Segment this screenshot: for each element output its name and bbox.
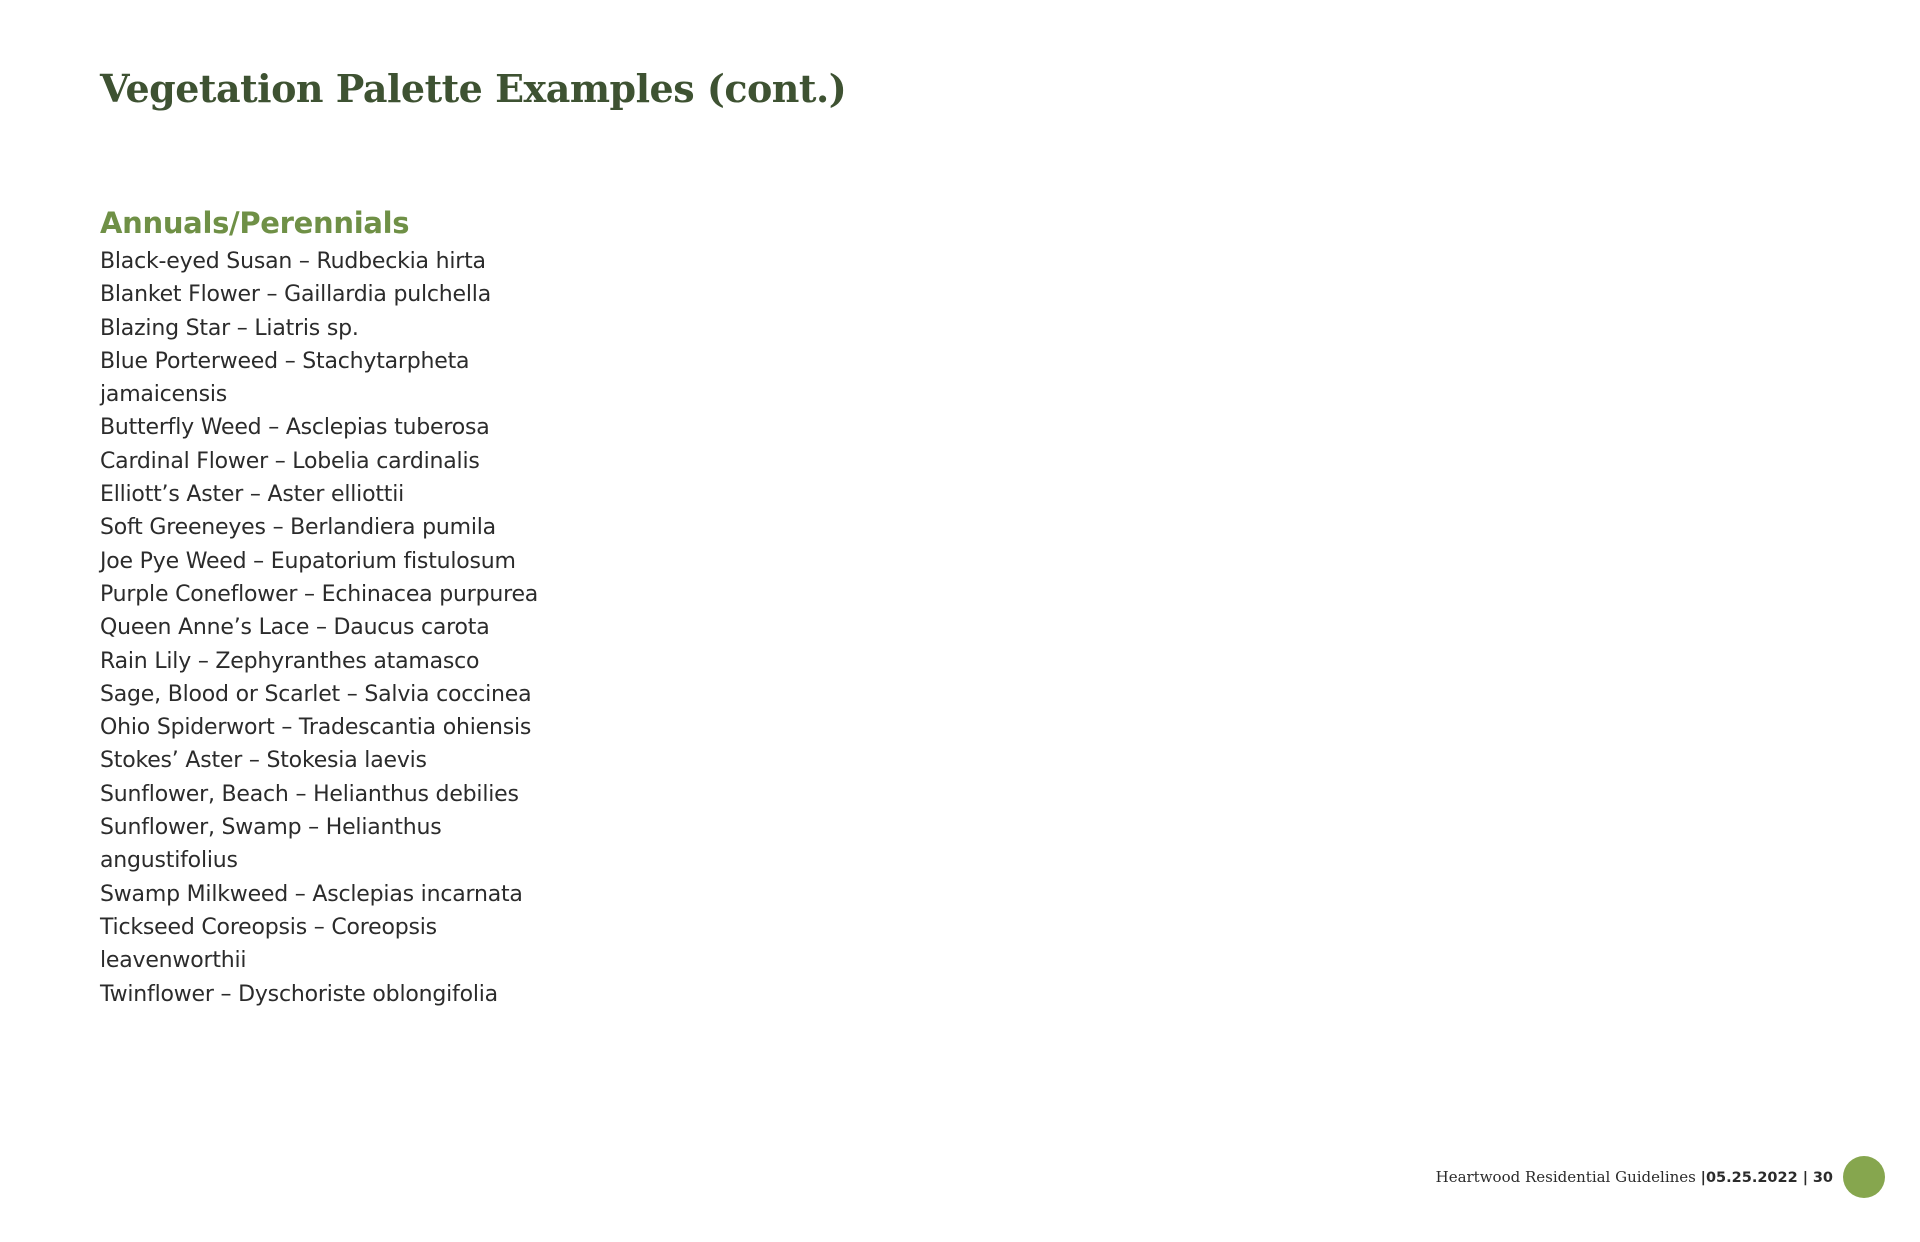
section-heading: Annuals/Perennials [100, 206, 410, 240]
list-item: Sage, Blood or Scarlet – Salvia coccinea [100, 681, 532, 707]
list-item: Joe Pye Weed – Eupatorium fistulosum [100, 548, 516, 574]
list-item: Ohio Spiderwort – Tradescantia ohiensis [100, 715, 532, 741]
page-title: Vegetation Palette Examples (cont.) [100, 66, 847, 111]
footer-text [1436, 1168, 1833, 1186]
list-item: Sunflower, Beach – Helianthus debilies [100, 781, 519, 807]
list-item: Sunflower, Swamp – Helianthus angustifolius [100, 815, 442, 874]
list-item: Swamp Milkweed – Asclepias incarnata [100, 881, 523, 907]
list-item: Blanket Flower – Gaillardia pulchella [100, 282, 491, 308]
list-item: Soft Greeneyes – Berlandiera pumila [100, 515, 496, 541]
list-item: Purple Coneflower – Echinacea purpurea [100, 581, 539, 607]
list-item: Black-eyed Susan – Rudbeckia hirta [100, 249, 486, 274]
list-item: Queen Anne’s Lace – Daucus carota [100, 615, 490, 641]
list-item: Blue Porterweed – Stachytarpheta jamaicensis [100, 348, 470, 408]
list-item: Twinflower – Dyschoriste oblongifolia [100, 981, 498, 1007]
list-item: Elliott’s Aster – Aster elliottii [100, 482, 405, 508]
list-item: Tickseed Coreopsis – Coreopsis leavenworthii [100, 914, 437, 974]
document-date: |05.25.2022 | [1700, 1170, 1809, 1186]
green-circle-icon [1843, 1156, 1885, 1198]
plant-list [100, 245, 540, 1011]
list-item: Butterfly Weed – Asclepias tuberosa [100, 415, 490, 441]
list-item: Blazing Star – Liatris sp. [100, 315, 359, 341]
document-name: Heartwood Residential Guidelines [1435, 1168, 1696, 1186]
page-number: 30 [1812, 1170, 1833, 1186]
annuals-perennials-section [100, 203, 540, 1011]
list-item: Rain Lily – Zephyranthes atamasco [100, 648, 480, 674]
list-item: Stokes’ Aster – Stokesia laevis [100, 748, 427, 774]
list-item: Cardinal Flower – Lobelia cardinalis [100, 448, 480, 474]
page-footer [1436, 1156, 1885, 1198]
